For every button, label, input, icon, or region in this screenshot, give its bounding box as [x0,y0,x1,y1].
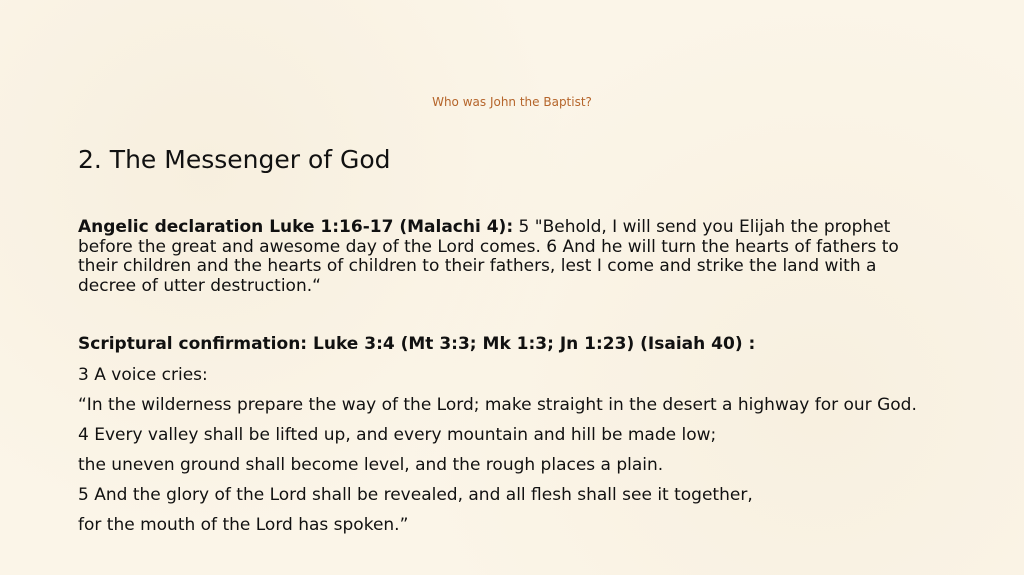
verse-line: for the mouth of the Lord has spoken.” [78,515,409,535]
verse-line: 4 Every valley shall be lifted up, and every mountain and hill be made low; [78,425,717,445]
slide-title: 2. The Messenger of God [78,145,391,174]
scriptural-confirmation-label: Scriptural confirmation: Luke 3:4 (Mt 3:3; Mk 1:3; Jn 1:23) (Isaiah 40) : [78,334,756,354]
verse-line: “In the wilderness prepare the way of the Lord; make straight in the desert a highway for our God. [78,395,917,415]
verse-line: 3 A voice cries: [78,365,208,385]
angelic-declaration-label: Angelic declaration Luke 1:16-17 (Malachi 4): [78,217,514,237]
angelic-declaration-text: 5 "Behold, I will send you Elijah the prophet before the great and awesome day of the Lord comes. 6 And he will turn the hearts of fathers to their children and the hearts of children to their fathers, lest I come and strike the land with a decree of utter destruction.“ [78,217,899,296]
angelic-declaration-paragraph [78,218,928,296]
verse-line: 5 And the glory of the Lord shall be revealed, and all flesh shall see it together, [78,485,753,505]
slide-header: Who was John the Baptist? [432,95,592,109]
verse-line: the uneven ground shall become level, and the rough places a plain. [78,455,664,475]
